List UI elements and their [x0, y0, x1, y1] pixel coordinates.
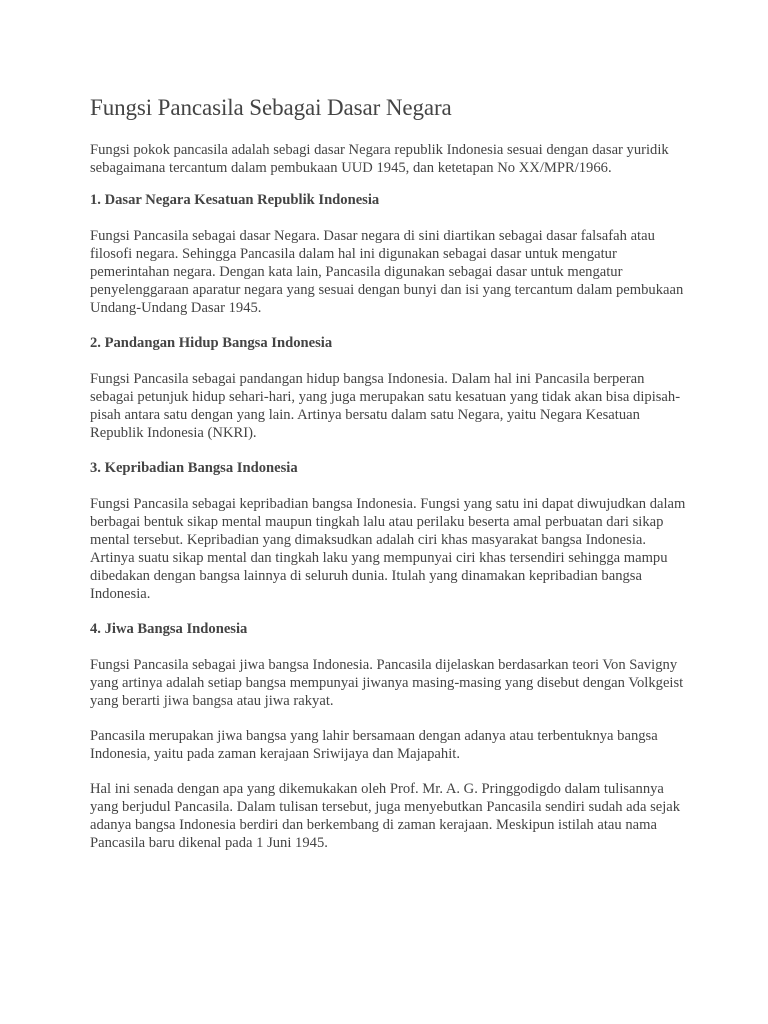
section-2	[90, 334, 690, 442]
section-3	[90, 459, 690, 603]
section-paragraph: Hal ini senada dengan apa yang dikemukakan oleh Prof. Mr. A. G. Pringgodigdo dalam tulisannya yang berjudul Pancasila. Dalam tulisan tersebut, juga menyebutkan Pancasila sendiri sudah ada sejak adanya bangsa Indonesia berdiri dan berkembang di zaman kerajaan. Meskipun istilah atau nama Pancasila baru dikenal pada 1 Juni 1945.	[90, 781, 681, 851]
document-page	[90, 93, 690, 869]
section-paragraph: Fungsi Pancasila sebagai pandangan hidup bangsa Indonesia. Dalam hal ini Pancasila berperan sebagai petunjuk hidup sehari-hari, yang juga merupakan satu kesatuan yang tidak akan bisa dipisah-pisah antara satu dengan yang lain. Artinya bersatu dalam satu Negara, yaitu Negara Kesatuan Republik Indonesia (NKRI).	[90, 371, 681, 441]
section-heading: 3. Kepribadian Bangsa Indonesia	[90, 460, 298, 476]
intro-paragraph: Fungsi pokok pancasila adalah sebagi dasar Negara republik Indonesia sesuai dengan dasar yuridik sebagaimana tercantum dalam pembukaan UUD 1945, dan ketetapan No XX/MPR/1966.	[90, 142, 669, 176]
section-4	[90, 620, 690, 852]
page-title: Fungsi Pancasila Sebagai Dasar Negara	[90, 95, 452, 120]
section-heading: 1. Dasar Negara Kesatuan Republik Indonesia	[90, 192, 380, 208]
section-heading: 2. Pandangan Hidup Bangsa Indonesia	[90, 335, 333, 351]
section-paragraph: Fungsi Pancasila sebagai kepribadian bangsa Indonesia. Fungsi yang satu ini dapat diwujudkan dalam berbagai bentuk sikap mental maupun tingkah lalu atau perilaku beserta amal perbuatan dari sikap mental tersebut. Kepribadian yang dimaksudkan adalah ciri khas masyarakat bangsa Indonesia. Artinya suatu sikap mental dan tingkah laku yang mempunyai ciri khas tersendiri sehingga mampu dibedakan dengan bangsa lainnya di seluruh dunia. Itulah yang dinamakan kepribadian bangsa Indonesia.	[90, 496, 686, 602]
section-paragraph: Fungsi Pancasila sebagai jiwa bangsa Indonesia. Pancasila dijelaskan berdasarkan teori Von Savigny yang artinya adalah setiap bangsa mempunyai jiwanya masing-masing yang disebut dengan Volkgeist yang berarti jiwa bangsa atau jiwa rakyat.	[90, 657, 684, 709]
section-heading: 4. Jiwa Bangsa Indonesia	[90, 621, 248, 637]
section-paragraph: Pancasila merupakan jiwa bangsa yang lahir bersamaan dengan adanya atau terbentuknya bangsa Indonesia, yaitu pada zaman kerajaan Sriwijaya dan Majapahit.	[90, 728, 658, 762]
section-paragraph: Fungsi Pancasila sebagai dasar Negara. Dasar negara di sini diartikan sebagai dasar falsafah atau filosofi negara. Sehingga Pancasila dalam hal ini digunakan sebagai dasar untuk mengatur pemerintahan negara. Dengan kata lain, Pancasila digunakan sebagai dasar untuk mengatur penyelenggaraan aparatur negara yang sesuai dengan bunyi dan isi yang tercantum dalam pembukaan Undang-Undang Dasar 1945.	[90, 228, 684, 316]
section-1	[90, 191, 690, 317]
